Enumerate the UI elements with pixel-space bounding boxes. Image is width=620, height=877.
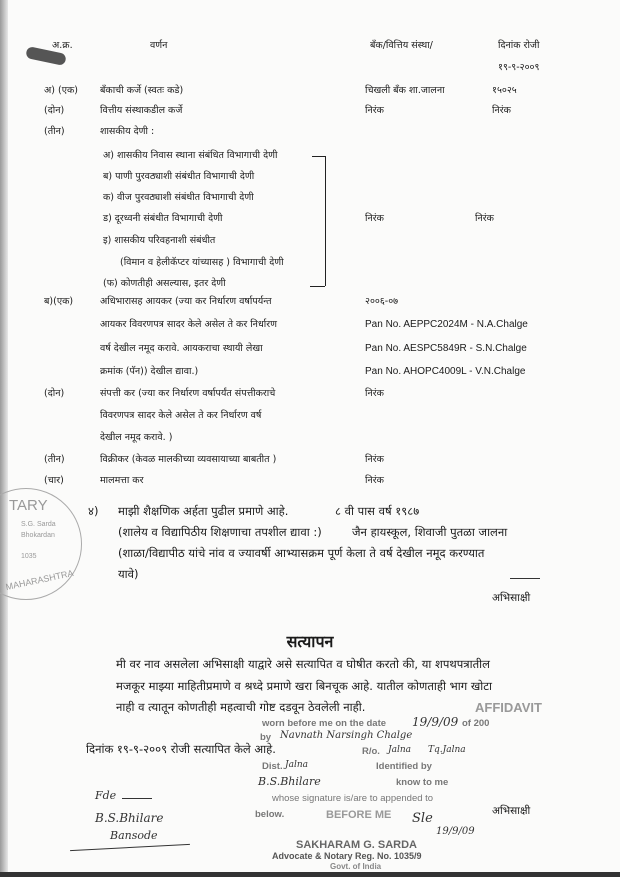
row-label: (तीन) — [44, 454, 65, 465]
row-desc: बँकाची कर्जे (स्वतः कडे) — [100, 85, 184, 96]
pan-number: Pan No. AEPPC2024M - N.A.Chalge — [365, 319, 528, 330]
row-value: निरंक — [365, 475, 384, 486]
witness-signature: Bansode — [110, 829, 158, 842]
row-desc: वित्तीय संस्थाकडील कर्जे — [100, 105, 183, 116]
row-label: (दोन) — [44, 105, 65, 116]
row-desc: देखील नमूद करावे. ) — [100, 432, 173, 443]
row-bank: चिखली बँक शा.जालना — [365, 85, 445, 96]
row-desc: शासकीय देणी : — [100, 126, 155, 137]
row-date: १५०२५ — [492, 85, 517, 96]
signature-line — [70, 844, 190, 851]
row-label: ब)(एक) — [44, 296, 74, 307]
verification-text: मजकूर माझ्या माहितीप्रमाणे व श्रध्दे प्रमाणे खरा बिनचूक आहे. यातील कोणताही भाग खोटा — [116, 679, 492, 693]
row-desc: संपत्ती कर (ज्या कर निर्धारण वर्षापर्यंत संपत्तीकराचे — [100, 388, 276, 399]
row-label: (तीन) — [44, 126, 65, 137]
sub-item: क) वीज पुरवठ्याशी संबंधीत विभागाची देणी — [103, 192, 254, 203]
row-desc: विक्रीकर (केवळ मालकीच्या व्यवसायाच्या बाबतीत ) — [100, 454, 277, 465]
bracket-top — [312, 156, 325, 157]
header-date-value: १९-९-२००९ — [498, 62, 540, 73]
sub-item: ड) दूरध्वनी संबंधीत विभागाची देणी — [103, 213, 223, 224]
row-desc: विवरणपत्र सादर केले असेल ते कर निर्धारण वर्ष — [100, 410, 262, 421]
item-number: ४) — [88, 504, 99, 518]
witness-initial: Fde — [95, 789, 117, 802]
row-date: निरंक — [492, 105, 511, 116]
row-bank: निरंक — [365, 105, 384, 116]
scan-edge — [0, 0, 8, 877]
signature-line — [122, 798, 152, 799]
pan-number: Pan No. AESPC5849R - S.N.Chalge — [365, 343, 527, 354]
row-label: अ) (एक) — [44, 85, 78, 96]
qualification-value: ८ वी पास वर्ष १९८७ — [335, 504, 420, 518]
verification-text: मी वर नाव असलेला अभिसाक्षी याद्वारे असे सत्यापित व घोषीत करतो की, या शपथपत्रातील — [116, 657, 490, 671]
row-label: (दोन) — [44, 388, 65, 399]
header-bank: बँक/वित्तिय संस्था/ — [370, 40, 433, 51]
header-date: दिनांक रोजी — [498, 40, 540, 51]
header-sr: अ.क्र. — [52, 40, 73, 51]
verification-title: सत्यापन — [286, 632, 334, 651]
deponent-label: अभिसाक्षी — [492, 805, 531, 817]
notary-stamp: TARY S.G. Sarda Bhokardan 1035 MAHARASHTRA — [0, 488, 82, 600]
sub-item: (विमान व हेलीकॅप्टर यांच्यासह ) विभागाची देणी — [120, 257, 284, 268]
qualification-note: यावे) — [118, 567, 139, 581]
qualification-label: माझी शैक्षणिक अर्हता पुढील प्रमाणे आहे. — [118, 504, 289, 518]
row-desc: वर्ष देखील नमूद करावे. आयकराचा स्थायी लेखा — [100, 343, 263, 354]
school-value: जैन हायस्कूल, शिवाजी पुतळा जालना — [352, 525, 508, 539]
deponent-label: अभिसाक्षी — [492, 592, 531, 604]
bracket-bottom — [310, 286, 325, 287]
witness-signature: B.S.Bhilare — [95, 811, 164, 825]
bracket-side — [325, 156, 326, 286]
sub-item: इ) शासकीय परिवहनाशी संबंधीत — [103, 235, 216, 246]
row-desc: अधिभारासह आयकर (ज्या कर निर्धारण वर्षापर्यन्त — [100, 296, 272, 307]
sub-bank: निरंक — [365, 213, 384, 224]
sub-item: (फ) कोणतीही असल्यास, इतर देणी — [103, 278, 226, 289]
row-desc: आयकर विवरणपत्र सादर केले असेल ते कर निर्धारण — [100, 319, 278, 330]
row-desc: मालमत्ता कर — [100, 475, 144, 486]
sub-date: निरंक — [475, 213, 494, 224]
row-value: २००६-०७ — [365, 296, 399, 307]
qualification-note: (शाळा/विद्यापीठ यांचे नांव व ज्यावर्षी आभ्यासक्रम पूर्ण केला ते वर्ष देखील नमूद करण्यात — [118, 546, 485, 560]
row-value: निरंक — [365, 454, 384, 465]
sub-item: अ) शासकीय निवास स्थाना संबंधित विभागाची देणी — [103, 150, 278, 161]
signature-line — [510, 578, 540, 579]
verification-text: नाही व त्यातून कोणतीही महत्वाची गोष्ट दडवून ठेवलेली नाही. — [116, 700, 366, 714]
qualification-label: (शालेय व विद्यापिठीय शिक्षणाचा तपशील द्यावा :) — [118, 525, 322, 539]
row-value: निरंक — [365, 388, 384, 399]
row-desc: क्रमांक (पॅन)) देखील द्यावा.) — [100, 366, 199, 377]
notary-signature: Sle — [412, 811, 433, 826]
header-desc: वर्णन — [150, 40, 168, 51]
pan-number: Pan No. AHOPC4009L - V.N.Chalge — [365, 366, 526, 377]
scan-edge-bottom — [0, 872, 620, 877]
verification-date: दिनांक १९-९-२००९ रोजी सत्यापित केले आहे. — [86, 742, 276, 756]
row-label: (चार) — [44, 475, 64, 486]
sub-item: ब) पाणी पुरवठ्याशी संबंधीत विभागाची देणी — [103, 171, 255, 182]
